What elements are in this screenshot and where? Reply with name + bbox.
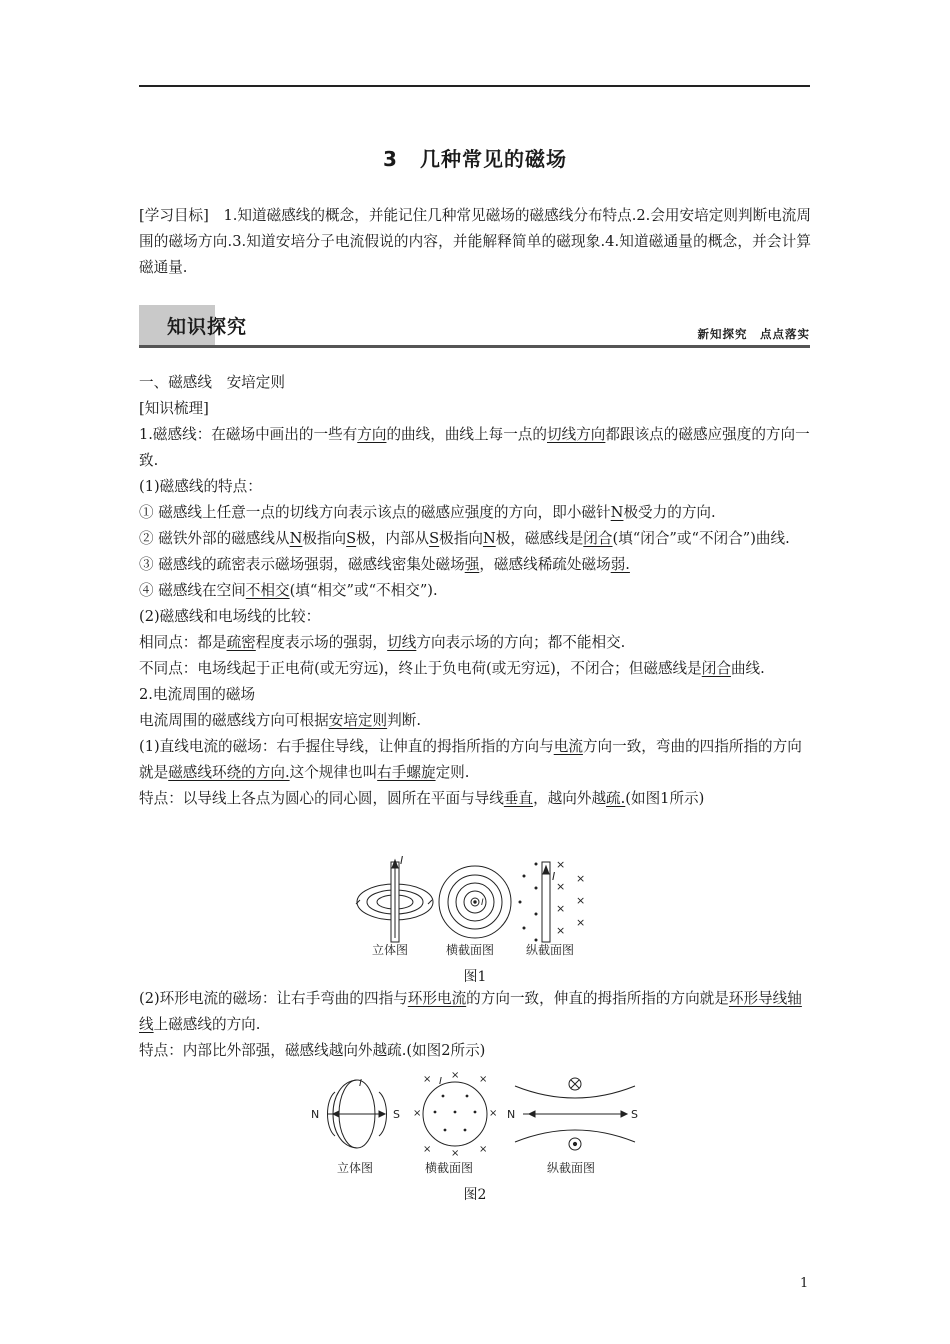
- fig2-label-long: 纵截面图: [547, 1161, 596, 1175]
- text-line: 1.磁感线：在磁场中画出的一些有方向的曲线，曲线上每一点的切线方向都跟该点的磁感应强度的方向一致.: [139, 426, 810, 469]
- fig1-label-long: 纵截面图: [526, 943, 575, 957]
- text-line: 特点：内部比外部强，磁感线越向外越疏.(如图2所示): [139, 1042, 486, 1059]
- svg-text:×: ×: [479, 1144, 488, 1155]
- text-line: 特点：以导线上各点为圆心的同心圆，圆所在平面与导线垂直，越向外越疏.(如图1所示): [139, 790, 705, 807]
- fig1-current-label-b: I: [481, 898, 484, 908]
- section-header: [139, 305, 810, 347]
- svg-text:×: ×: [413, 1108, 422, 1119]
- fig2-label-3d: 立体图: [337, 1161, 374, 1175]
- fig2-cross-section: [423, 1082, 487, 1146]
- section-subtitle: 新知探究 点点落实: [697, 327, 810, 341]
- text-line: ③ 磁感线的疏密表示磁场强弱，磁感线密集处磁场强，磁感线稀疏处磁场弱.: [139, 556, 630, 573]
- heading-line: 一、磁感线 安培定则: [139, 374, 285, 391]
- text-line: 相同点：都是疏密程度表示场的强弱，切线方向表示场的方向；都不能相交.: [139, 634, 626, 651]
- subheading-line: [知识梳理]: [139, 400, 209, 417]
- fig2-current-label-a: I: [359, 1078, 362, 1089]
- figure-2-labels: [305, 1158, 650, 1178]
- text-line: 电流周围的磁感线方向可根据安培定则判断.: [139, 712, 421, 729]
- fig2-n-pole: N: [311, 1108, 320, 1121]
- svg-text:×: ×: [576, 894, 586, 907]
- svg-text:×: ×: [479, 1074, 488, 1085]
- fig2-current-label-b: I: [439, 1076, 442, 1087]
- fig2-s-pole: S: [393, 1108, 400, 1121]
- fig2-inner-dots: [434, 1095, 477, 1132]
- svg-text:×: ×: [451, 1072, 460, 1081]
- svg-text:×: ×: [489, 1108, 498, 1119]
- title-number: 3: [383, 147, 398, 171]
- text-line: (1)磁感线的特点：: [139, 478, 262, 495]
- fig2-s-pole-long: S: [631, 1108, 638, 1121]
- body-text: [139, 370, 811, 812]
- fig1-dots: [519, 863, 538, 942]
- page-title: [0, 143, 950, 172]
- text-line: (2)环形电流的磁场：让右手弯曲的四指与环形电流的方向一致，伸直的拇指所指的方向就是环形导线轴线上磁感线的方向.: [139, 990, 802, 1033]
- learning-objectives: [学习目标] 1.知道磁感线的概念，并能记住几种常见磁场的磁感线分布特点.2.会用安培定则判断电流周围的磁场方向.3.知道安培分子电流假说的内容，并能解释简单的磁现象.4.知道磁通量的概念，并会计算磁通量.: [139, 207, 811, 276]
- svg-text:×: ×: [556, 902, 566, 915]
- text-line: (2)磁感线和电场线的比较：: [139, 608, 321, 625]
- figure-1-labels: [350, 940, 600, 960]
- section-title: 知识探究: [167, 316, 248, 338]
- fig2-3d-view: [327, 1080, 387, 1148]
- svg-text:×: ×: [556, 858, 566, 871]
- fig1-crosses: [556, 858, 585, 937]
- figure-2-caption: 图2: [463, 1187, 487, 1203]
- header-rule: [139, 85, 810, 87]
- text-line: ④ 磁感线在空间不相交(填“相交”或“不相交”).: [139, 582, 438, 599]
- text-line: 2.电流周围的磁场: [139, 686, 256, 703]
- fig2-longitudinal: [515, 1078, 635, 1150]
- fig1-label-3d: 立体图: [372, 943, 409, 957]
- svg-text:×: ×: [556, 924, 566, 937]
- svg-text:×: ×: [423, 1074, 432, 1085]
- text-line: 不同点：电场线起于正电荷(或无穷远)，终止于负电荷(或无穷远)，不闭合；但磁感线是闭合曲线.: [139, 660, 765, 677]
- text-line: ② 磁铁外部的磁感线从N极指向S极，内部从S极指向N极，磁感线是闭合(填“闭合”或“不闭合”)曲线.: [139, 530, 790, 547]
- body-text-2: [139, 986, 811, 1064]
- fig1-3d-view: [356, 860, 433, 942]
- fig1-label-cross: 横截面图: [446, 943, 495, 957]
- figure-1-caption: 图1: [463, 969, 487, 985]
- svg-text:×: ×: [576, 916, 586, 929]
- page-number: 1: [800, 1276, 809, 1291]
- text-line: (1)直线电流的磁场：右手握住导线，让伸直的拇指所指的方向与电流方向一致，弯曲的四指所指的方向就是磁感线环绕的方向.这个规律也叫右手螺旋定则.: [139, 738, 802, 781]
- fig1-current-label-c: I: [552, 870, 556, 883]
- fig1-current-label-a: I: [400, 854, 404, 867]
- svg-text:×: ×: [576, 872, 586, 885]
- text-line: ① 磁感线上任意一点的切线方向表示该点的磁感应强度的方向，即小磁针N极受力的方向.: [139, 504, 716, 521]
- svg-text:×: ×: [423, 1144, 432, 1155]
- fig1-longitudinal: [542, 862, 550, 942]
- section-rule: [139, 345, 810, 348]
- fig1-cross-section: [439, 866, 511, 938]
- title-text: 几种常见的磁场: [419, 147, 567, 171]
- svg-text:×: ×: [556, 880, 566, 893]
- fig2-n-pole-long: N: [507, 1108, 516, 1121]
- svg-text:×: ×: [451, 1148, 460, 1159]
- fig2-label-cross: 横截面图: [425, 1161, 474, 1175]
